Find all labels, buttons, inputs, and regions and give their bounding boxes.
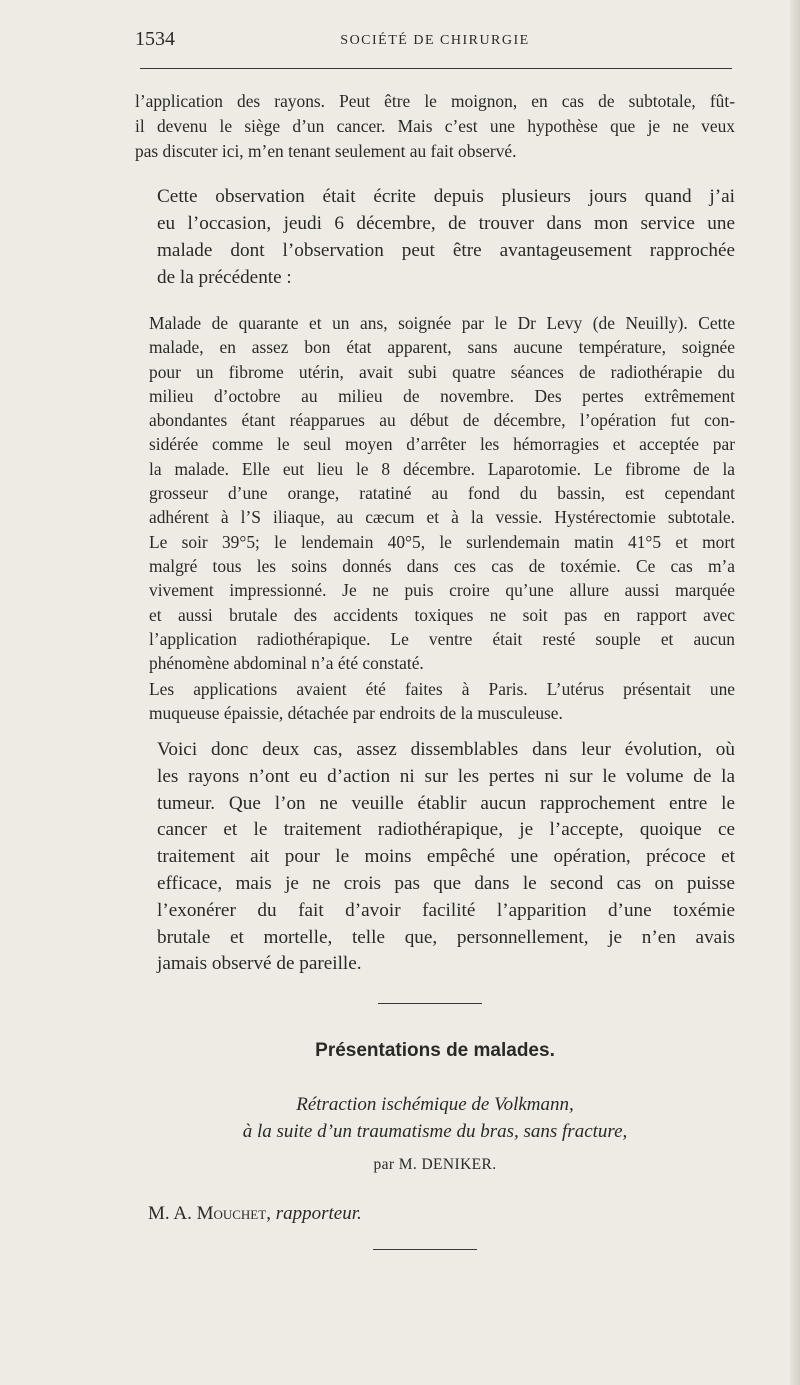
text-line: adhérent à l’S iliaque, au cæcum et à la vessie. Hystérectomie subtotale.: [149, 507, 735, 528]
section-title: Présentations de malades.: [315, 1040, 555, 1061]
text-line: Voici donc deux cas, assez dissemblables dans leur évolution, où: [157, 739, 735, 760]
page-number: 1534: [135, 28, 175, 50]
paragraph-5: [135, 737, 735, 978]
rapporteur-name: Mouchet,: [196, 1203, 271, 1224]
header-rule: [140, 68, 732, 69]
text-line: de la précédente :: [157, 267, 292, 288]
text-line: jamais observé de pareille.: [157, 953, 362, 975]
rapporteur-prefix: M. A.: [148, 1203, 192, 1224]
text-line: malade dont l’observation peut être avantageusement rapprochée: [157, 240, 735, 261]
text-line: abondantes étant réapparues au début de décembre, l’opération fut con-: [149, 410, 735, 431]
running-head: SOCIÉTÉ DE CHIRURGIE: [340, 33, 530, 48]
text-line: l’application radiothérapique. Le ventre était resté souple et aucun: [149, 628, 735, 649]
text-line: efficace, mais je ne crois pas que dans le second cas on puisse: [157, 872, 735, 894]
rapporteur-role: rapporteur.: [275, 1203, 362, 1224]
text-line: l’exonérer du fait d’avoir facilité l’apparition d’une toxémie: [157, 899, 735, 921]
text-line: Les applications avaient été faites à Paris. L’utérus présentait une: [149, 679, 735, 699]
text-line: milieu d’octobre au milieu de novembre. Des pertes extrêmement: [149, 385, 735, 406]
page-header: [135, 28, 735, 58]
rapporteur-line: [148, 1203, 362, 1225]
paragraph-3-case-report: [135, 311, 735, 675]
text-line: la malade. Elle eut lieu le 8 décembre. Laparotomie. Le fibrome de la: [149, 458, 735, 479]
paragraph-4: [135, 677, 735, 726]
text-line: eu l’occasion, jeudi 6 décembre, de trouver dans mon service une: [157, 213, 735, 234]
page-edge-shadow: [790, 0, 800, 1385]
text-line: tumeur. Que l’on ne veuille établir aucun rapprochement entre le: [157, 792, 735, 814]
text-line: grosseur d’une orange, ratatiné au fond du bassin, est cependant: [149, 483, 735, 504]
text-line: vivement impressionné. Je ne puis croire qu’une allure aussi marquée: [149, 580, 735, 601]
section-divider: [378, 1003, 482, 1004]
text-line: malade, en assez bon état apparent, sans aucune température, soignée: [149, 337, 735, 358]
text-line: muqueuse épaissie, détachée par endroits de la musculeuse.: [149, 703, 563, 724]
text-line: les rayons n’ont eu d’action ni sur les pertes ni sur le volume de la: [157, 765, 735, 787]
text-line: Le soir 39°5; le lendemain 40°5, le surlendemain matin 41°5 et mort: [149, 531, 735, 552]
paragraph-2: [135, 183, 735, 291]
text-line: il devenu le siège d’un cancer. Mais c’est une hypothèse que je ne veux: [135, 116, 735, 136]
text-line: pour un fibrome utérin, avait subi quatre séances de radiothérapie du: [149, 361, 735, 382]
text-line: Malade de quarante et un ans, soignée par le Dr Levy (de Neuilly). Cette: [149, 313, 735, 333]
text-line: l’application des rayons. Peut être le moignon, en cas de subtotale, fût-: [135, 91, 735, 111]
text-line: phénomène abdominal n’a été constaté.: [149, 653, 424, 674]
text-line: pas discuter ici, m’en tenant seulement au fait observé.: [135, 141, 517, 161]
text-line: sidérée comme le seul moyen d’arrêter les hémorragies et acceptée par: [149, 434, 735, 455]
author-byline: par M. DENIKER.: [373, 1156, 497, 1173]
text-line: et aussi brutale des accidents toxiques ne soit pas en rapport avec: [149, 604, 735, 625]
text-line: Cette observation était écrite depuis plusieurs jours quand j’ai: [157, 186, 735, 207]
closing-rule: [373, 1249, 477, 1250]
text-line: malgré tous les soins donnés dans ces cas de toxémie. Ce cas m’a: [149, 555, 735, 576]
article-title-line-2: à la suite d’un traumatisme du bras, sans fracture,: [242, 1121, 628, 1142]
text-line: brutale et mortelle, telle que, personnellement, je n’en avais: [157, 926, 735, 948]
article-title-line-1: Rétraction ischémique de Volkmann,: [296, 1094, 574, 1115]
paragraph-1: [135, 89, 735, 164]
text-line: traitement ait pour le moins empêché une opération, précoce et: [157, 846, 735, 868]
text-line: cancer et le traitement radiothérapique, je l’accepte, quoique ce: [157, 819, 735, 841]
